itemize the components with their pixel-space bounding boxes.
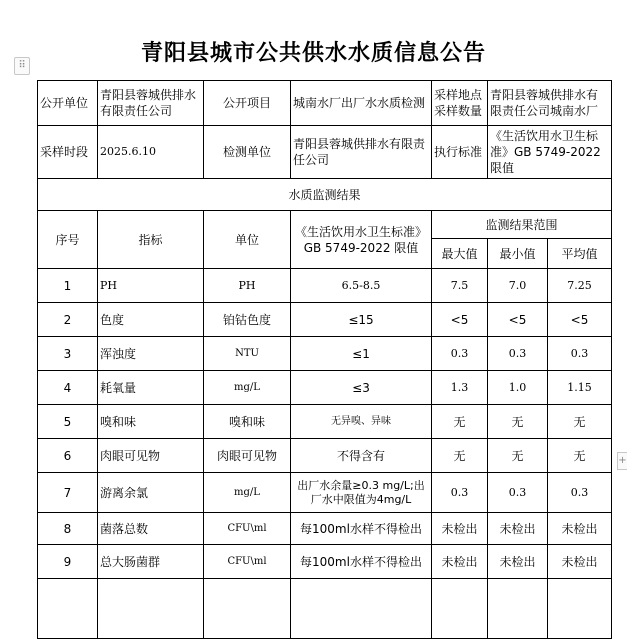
standard-value: 《生活饮用水卫生标准》GB 5749-2022 限值 (488, 126, 612, 179)
header-row-top (38, 211, 612, 239)
row-unit: mg/L (204, 473, 291, 513)
row-avg: 0.3 (548, 473, 612, 513)
row-unit: 肉眼可见物 (204, 439, 291, 473)
row-avg: 未检出 (548, 513, 612, 545)
row-min: 无 (488, 439, 548, 473)
row-limit: ≤1 (291, 337, 432, 371)
row-limit: 6.5-8.5 (291, 269, 432, 303)
table-row (38, 303, 612, 337)
add-column-icon[interactable]: + (617, 452, 627, 470)
table-row (38, 337, 612, 371)
time-label: 采样时段 (38, 126, 98, 179)
tester-label: 检测单位 (204, 126, 291, 179)
row-min: <5 (488, 303, 548, 337)
row-limit: 不得含有 (291, 439, 432, 473)
time-value: 2025.6.10 (98, 126, 204, 179)
header-indicator: 指标 (98, 211, 204, 269)
site-value: 青阳县蓉城供排水有限责任公司城南水厂 (488, 81, 612, 126)
standard-label: 执行标准 (432, 126, 488, 179)
item-label: 公开项目 (204, 81, 291, 126)
empty-cell (548, 579, 612, 639)
row-avg: 0.3 (548, 337, 612, 371)
row-no: 3 (38, 337, 98, 371)
table-row (38, 513, 612, 545)
row-indicator: 嗅和味 (98, 405, 204, 439)
row-avg: <5 (548, 303, 612, 337)
row-avg: 无 (548, 405, 612, 439)
header-min: 最小值 (488, 239, 548, 269)
section-title: 水质监测结果 (38, 179, 612, 211)
row-no: 9 (38, 545, 98, 579)
row-unit: 嗅和味 (204, 405, 291, 439)
row-unit: PH (204, 269, 291, 303)
publisher-value: 青阳县蓉城供排水有限责任公司 (98, 81, 204, 126)
row-min: 无 (488, 405, 548, 439)
row-limit: ≤3 (291, 371, 432, 405)
row-limit: 出厂水余量≥0.3 mg/L;出厂水中限值为4mg/L (291, 473, 432, 513)
row-avg: 7.25 (548, 269, 612, 303)
drag-handle-icon[interactable]: ⠿ (14, 57, 30, 75)
row-max: 7.5 (432, 269, 488, 303)
row-avg: 1.15 (548, 371, 612, 405)
item-value: 城南水厂出厂水水质检测 (291, 81, 432, 126)
row-indicator: 总大肠菌群 (98, 545, 204, 579)
table-row (38, 269, 612, 303)
row-no: 4 (38, 371, 98, 405)
row-max: 无 (432, 439, 488, 473)
row-indicator: PH (98, 269, 204, 303)
row-indicator: 肉眼可见物 (98, 439, 204, 473)
header-unit: 单位 (204, 211, 291, 269)
row-min: 未检出 (488, 545, 548, 579)
empty-cell (488, 579, 548, 639)
row-max: 未检出 (432, 513, 488, 545)
header-limit: 《生活饮用水卫生标准》GB 5749-2022 限值 (291, 211, 432, 269)
row-indicator: 色度 (98, 303, 204, 337)
header-max: 最大值 (432, 239, 488, 269)
row-min: 0.3 (488, 473, 548, 513)
table-row (38, 473, 612, 513)
row-limit: 每100ml水样不得检出 (291, 545, 432, 579)
table-row (38, 545, 612, 579)
info-row-time (38, 126, 612, 179)
table-row (38, 405, 612, 439)
publisher-label: 公开单位 (38, 81, 98, 126)
row-no: 5 (38, 405, 98, 439)
empty-cell (38, 579, 98, 639)
row-limit: 无异嗅、异味 (291, 405, 432, 439)
header-avg: 平均值 (548, 239, 612, 269)
row-unit: mg/L (204, 371, 291, 405)
empty-cell (291, 579, 432, 639)
section-title-row (38, 179, 612, 211)
row-min: 1.0 (488, 371, 548, 405)
row-no: 7 (38, 473, 98, 513)
row-min: 未检出 (488, 513, 548, 545)
row-max: 未检出 (432, 545, 488, 579)
tester-value: 青阳县蓉城供排水有限责任公司 (291, 126, 432, 179)
row-indicator: 菌落总数 (98, 513, 204, 545)
row-indicator: 游离余氯 (98, 473, 204, 513)
header-range: 监测结果范围 (432, 211, 612, 239)
row-unit: CFU\ml (204, 545, 291, 579)
row-avg: 未检出 (548, 545, 612, 579)
water-quality-table (37, 80, 612, 639)
row-max: 0.3 (432, 337, 488, 371)
page-title: 青阳县城市公共供水水质信息公告 (140, 41, 486, 66)
empty-cell (432, 579, 488, 639)
row-min: 7.0 (488, 269, 548, 303)
row-no: 6 (38, 439, 98, 473)
info-row-publisher (38, 81, 612, 126)
row-no: 8 (38, 513, 98, 545)
row-min: 0.3 (488, 337, 548, 371)
table-row (38, 439, 612, 473)
row-unit: 铂钴色度 (204, 303, 291, 337)
row-unit: CFU\ml (204, 513, 291, 545)
row-indicator: 浑浊度 (98, 337, 204, 371)
row-max: 0.3 (432, 473, 488, 513)
empty-row (38, 579, 612, 639)
row-max: 1.3 (432, 371, 488, 405)
site-label: 采样地点采样数量 (432, 81, 488, 126)
row-no: 1 (38, 269, 98, 303)
row-limit: ≤15 (291, 303, 432, 337)
row-max: 无 (432, 405, 488, 439)
row-unit: NTU (204, 337, 291, 371)
row-avg: 无 (548, 439, 612, 473)
empty-cell (204, 579, 291, 639)
row-no: 2 (38, 303, 98, 337)
row-limit: 每100ml水样不得检出 (291, 513, 432, 545)
table-row (38, 371, 612, 405)
header-no: 序号 (38, 211, 98, 269)
row-indicator: 耗氧量 (98, 371, 204, 405)
row-max: <5 (432, 303, 488, 337)
empty-cell (98, 579, 204, 639)
